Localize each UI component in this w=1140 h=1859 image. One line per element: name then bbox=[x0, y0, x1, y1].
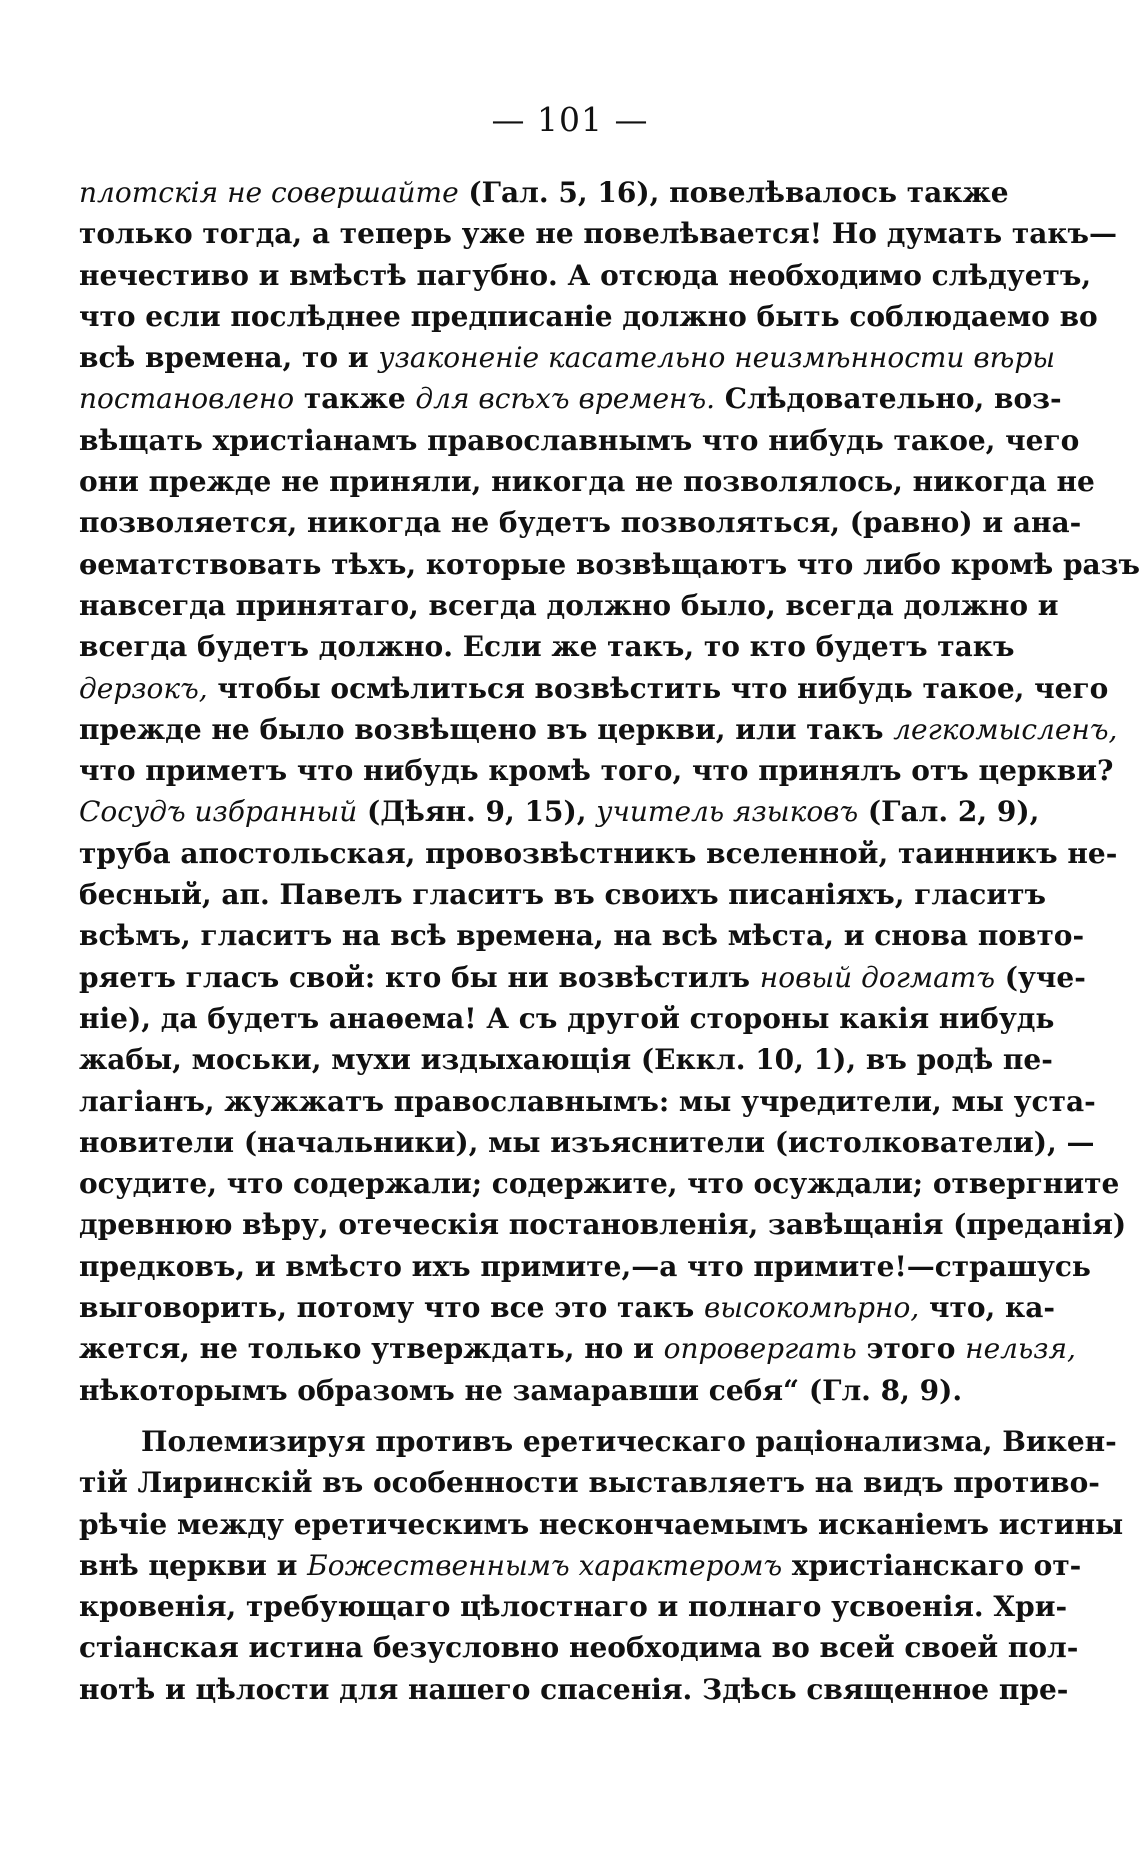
text-line bbox=[79, 1586, 1068, 1627]
text-line bbox=[79, 1246, 1091, 1287]
text-line bbox=[79, 1122, 1095, 1163]
italic-text: узаконеніе касательно неизмѣнности вѣры bbox=[378, 341, 1056, 375]
text-line bbox=[79, 420, 1080, 461]
italic-text: опровергать bbox=[663, 1332, 857, 1366]
text-run: стіанская истина безусловно необходима во всей своей пол- bbox=[79, 1631, 1079, 1665]
italic-text: дерзокъ, bbox=[79, 671, 208, 705]
text-run: что, ка- bbox=[919, 1291, 1055, 1325]
text-line bbox=[79, 709, 1118, 750]
italic-text: учитель языковъ bbox=[596, 795, 859, 829]
text-run: тій Лиринскій въ особенности выставляетъ на видъ противо- bbox=[79, 1466, 1100, 1500]
text-run: (уче- bbox=[995, 960, 1086, 994]
text-run: Полемизируя противъ еретическаго раціонализма, Викен- bbox=[141, 1424, 1117, 1458]
text-line bbox=[79, 1328, 1076, 1369]
text-run: новители (начальники), мы изъяснители (истолкователи), — bbox=[79, 1125, 1095, 1159]
text-line bbox=[79, 1462, 1100, 1503]
text-line bbox=[79, 1504, 1124, 1545]
text-line bbox=[79, 915, 1085, 956]
text-run: христіанскаго от- bbox=[782, 1548, 1082, 1582]
text-line bbox=[79, 998, 1055, 1039]
text-run: внѣ церкви и bbox=[79, 1548, 308, 1582]
text-run: древнюю вѣру, отеческія постановленія, завѣщанія (преданія) bbox=[79, 1208, 1127, 1242]
text-run: всегда будетъ должно. Если же такъ, то кто будетъ такъ bbox=[79, 630, 1015, 664]
text-line bbox=[79, 1421, 1117, 1462]
text-line bbox=[79, 1163, 1120, 1204]
text-line bbox=[79, 172, 1009, 213]
text-line bbox=[79, 791, 1040, 832]
text-run: рѣчіе между еретическимъ нескончаемымъ исканіемъ истины bbox=[79, 1507, 1124, 1541]
text-run: лагіанъ, жужжатъ православнымъ: мы учредители, мы уста- bbox=[79, 1084, 1096, 1118]
text-line bbox=[79, 213, 1118, 254]
text-run: (Дѣян. 9, 15), bbox=[357, 795, 597, 829]
text-line bbox=[79, 378, 1062, 419]
text-line bbox=[79, 668, 1109, 709]
text-line bbox=[79, 1204, 1127, 1245]
text-line bbox=[79, 626, 1015, 667]
italic-text: высокомѣрно, bbox=[703, 1291, 920, 1325]
text-line bbox=[79, 585, 1059, 626]
italic-text: Божественнымъ характеромъ bbox=[307, 1548, 783, 1582]
text-run: всѣ времена, то и bbox=[79, 341, 379, 375]
text-line bbox=[79, 1545, 1082, 1586]
text-run: (Гал. 5, 16), повелѣвалось также bbox=[458, 176, 1009, 209]
text-line bbox=[79, 461, 1095, 502]
text-run: также bbox=[294, 382, 416, 416]
text-line bbox=[79, 833, 1118, 874]
page-number: — 101 — bbox=[491, 100, 649, 139]
body-text bbox=[79, 172, 1140, 1710]
text-run: навсегда принятаго, всегда должно было, всегда должно и bbox=[79, 588, 1059, 622]
text-run: Слѣдовательно, воз- bbox=[715, 382, 1062, 416]
text-run: осудите, что содержали; содержите, что осуждали; отвергните bbox=[79, 1167, 1120, 1201]
text-line bbox=[79, 337, 1056, 378]
text-line bbox=[79, 255, 1092, 296]
italic-text: новый догматъ bbox=[759, 960, 995, 994]
text-line bbox=[79, 1081, 1096, 1122]
text-run: что приметъ что нибудь кромѣ того, что принялъ отъ церкви? bbox=[79, 754, 1114, 788]
text-line bbox=[79, 296, 1098, 337]
text-run: кровенія, требующаго цѣлостнаго и полнаго усвоенія. Хри- bbox=[79, 1590, 1068, 1624]
text-run: этого bbox=[856, 1332, 966, 1366]
text-run: они прежде не приняли, никогда не позволялось, никогда не bbox=[79, 465, 1095, 499]
italic-text: постановлено bbox=[79, 382, 295, 416]
text-run: ряетъ гласъ свой: кто бы ни возвѣстилъ bbox=[79, 960, 760, 994]
italic-text: легкомысленъ, bbox=[893, 712, 1118, 746]
text-line bbox=[79, 1039, 1053, 1080]
text-run: жабы, моськи, мухи издыхающія (Еккл. 10, 1), въ родѣ пе- bbox=[79, 1043, 1053, 1077]
text-run: прежде не было возвѣщено въ церкви, или такъ bbox=[79, 712, 894, 746]
text-run: выговорить, потому что все это такъ bbox=[79, 1291, 704, 1325]
text-run: (Гал. 2, 9), bbox=[858, 795, 1040, 829]
text-line bbox=[79, 874, 1046, 915]
text-run: чтобы осмѣлиться возвѣстить что нибудь такое, чего bbox=[207, 671, 1109, 705]
text-run: нотѣ и цѣлости для нашего спасенія. Здѣсь священное пре- bbox=[79, 1672, 1069, 1706]
text-run: вѣщать христіанамъ православнымъ что нибудь такое, чего bbox=[79, 423, 1080, 457]
text-line bbox=[79, 502, 1082, 543]
text-run: ніе), да будетъ анаѳема! А съ другой стороны какія нибудь bbox=[79, 1001, 1055, 1035]
italic-text: Сосудъ избранный bbox=[79, 795, 358, 829]
text-run: труба апостольская, провозвѣстникъ вселенной, таинникъ не- bbox=[79, 836, 1118, 870]
text-line bbox=[79, 1627, 1079, 1668]
text-line bbox=[79, 750, 1114, 791]
text-line bbox=[79, 1287, 1055, 1328]
text-run: ѳематствовать тѣхъ, которые возвѣщаютъ что либо кромѣ разъ bbox=[79, 547, 1140, 581]
italic-text: нельзя, bbox=[965, 1332, 1076, 1366]
text-line bbox=[79, 1370, 980, 1411]
text-run: что если послѣднее предписаніе должно быть соблюдаемо во bbox=[79, 299, 1098, 333]
text-run: всѣмъ, гласитъ на всѣ времена, на всѣ мѣста, и снова повто- bbox=[79, 919, 1085, 953]
paragraph-gap bbox=[79, 1411, 980, 1421]
text-run: позволяется, никогда не будетъ позволяться, (равно) и ана- bbox=[79, 506, 1082, 540]
text-line bbox=[79, 1669, 1069, 1710]
italic-text: плотскія не совершайте bbox=[79, 176, 459, 209]
text-run: нѣкоторымъ образомъ не замаравши себя“ (Гл. 8, 9). bbox=[79, 1373, 963, 1407]
text-run: предковъ, и вмѣсто ихъ примите,—а что примите!—страшусь bbox=[79, 1249, 1091, 1283]
text-line bbox=[79, 544, 1140, 585]
italic-text: для всѣхъ временъ. bbox=[415, 382, 716, 416]
text-line bbox=[79, 957, 1086, 998]
text-run: только тогда, а теперь уже не повелѣвается! Но думать такъ— bbox=[79, 217, 1118, 251]
text-run: бесный, ап. Павелъ гласитъ въ своихъ писаніяхъ, гласитъ bbox=[79, 878, 1046, 912]
text-run: жется, не только утверждать, но и bbox=[79, 1332, 664, 1366]
text-run: нечестиво и вмѣстѣ пагубно. А отсюда необходимо слѣдуетъ, bbox=[79, 258, 1092, 292]
